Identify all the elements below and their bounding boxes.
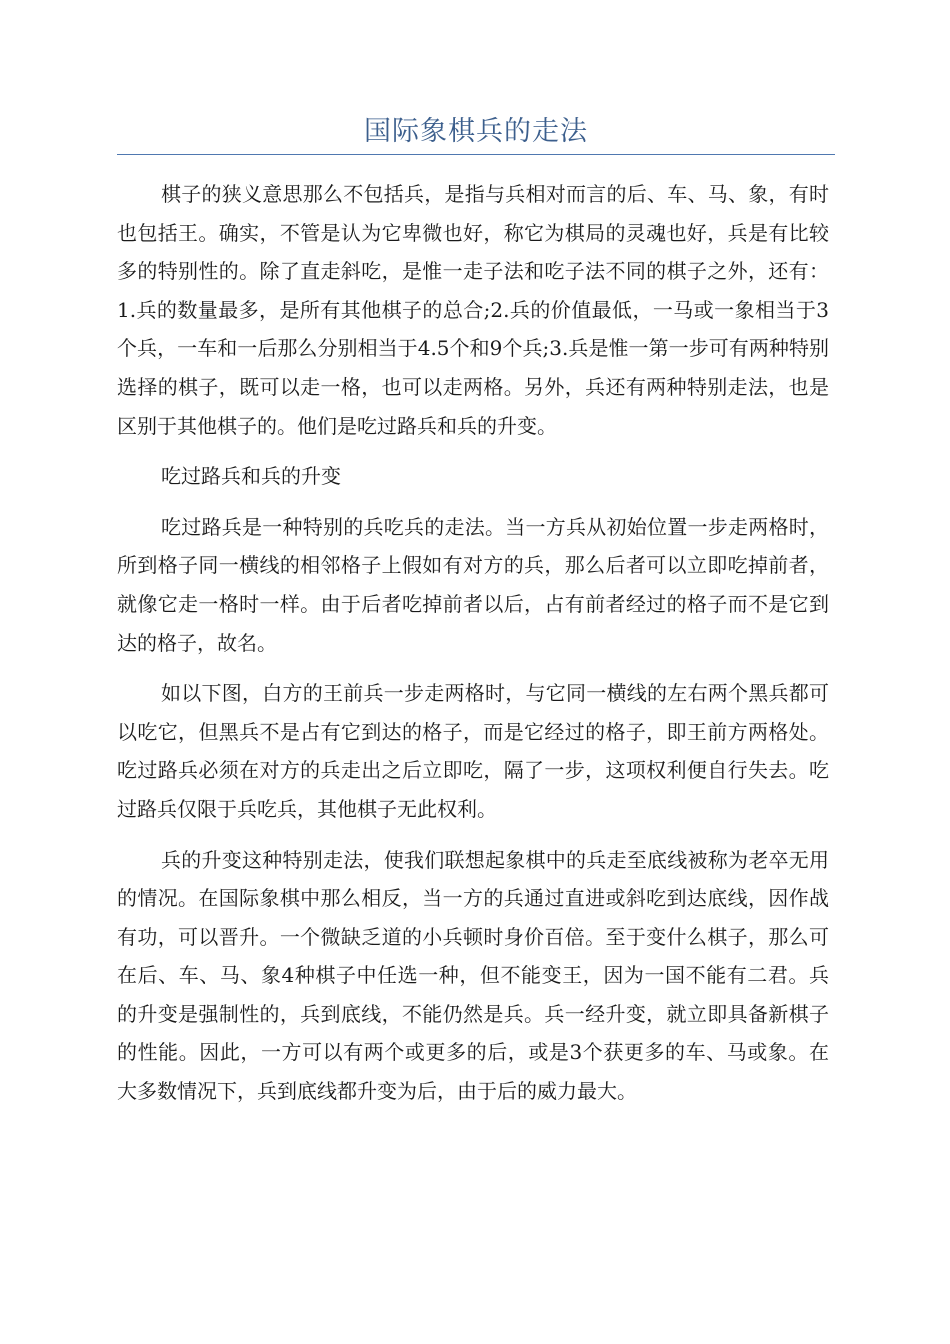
paragraph-intro: 棋子的狭义意思那么不包括兵，是指与兵相对而言的后、车、马、象，有时也包括王。确实，不管是认为它卑微也好，称它为棋局的灵魂也好，兵是有比较多的特别性的。除了直走斜吃，是惟一走子法和吃子法不同的棋子之外，还有：1.兵的数量最多，是所有其他棋子的总合;2.兵的价值最低，一马或一象相当于3个兵，一车和一后那么分别相当于4.5个和9个兵;3.兵是惟一第一步可有两种特别选择的棋子，既可以走一格，也可以走两格。另外，兵还有两种特别走法，也是区别于其他棋子的。他们是吃过路兵和兵的升变。 — [117, 182, 829, 438]
document-title: 国际象棋兵的走法 — [364, 116, 588, 147]
paragraph-subheading: 吃过路兵和兵的升变 — [161, 464, 341, 489]
paragraph-en-passant: 吃过路兵是一种特别的兵吃兵的走法。当一方兵从初始位置一步走两格时，所到格子同一横线的相邻格子上假如有对方的兵，那么后者可以立即吃掉前者，就像它走一格时一样。由于后者吃掉前者以后，占有前者经过的格子而不是它到达的格子，故名。 — [117, 514, 829, 655]
document-body — [117, 175, 829, 1123]
title-underline — [117, 154, 835, 155]
paragraph-example: 如以下图，白方的王前兵一步走两格时，与它同一横线的左右两个黑兵都可以吃它，但黑兵不是占有它到达的格子，而是它经过的格子，即王前方两格处。吃过路兵必须在对方的兵走出之后立即吃，隔了一步，这项权利便自行失去。吃过路兵仅限于兵吃兵，其他棋子无此权利。 — [117, 681, 829, 821]
paragraph-promotion: 兵的升变这种特别走法，使我们联想起象棋中的兵走至底线被称为老卒无用的情况。在国际象棋中那么相反，当一方的兵通过直进或斜吃到达底线，因作战有功，可以晋升。一个微缺乏道的小兵顿时身价百倍。至于变什么棋子，那么可在后、车、马、象4种棋子中任选一种，但不能变王，因为一国不能有二君。兵的升变是强制性的，兵到底线，不能仍然是兵。兵一经升变，就立即具备新棋子的性能。因此，一方可以有两个或更多的后，或是3个获更多的车、马或象。在大多数情况下，兵到底线都升变为后，由于后的威力最大。 — [117, 847, 829, 1104]
